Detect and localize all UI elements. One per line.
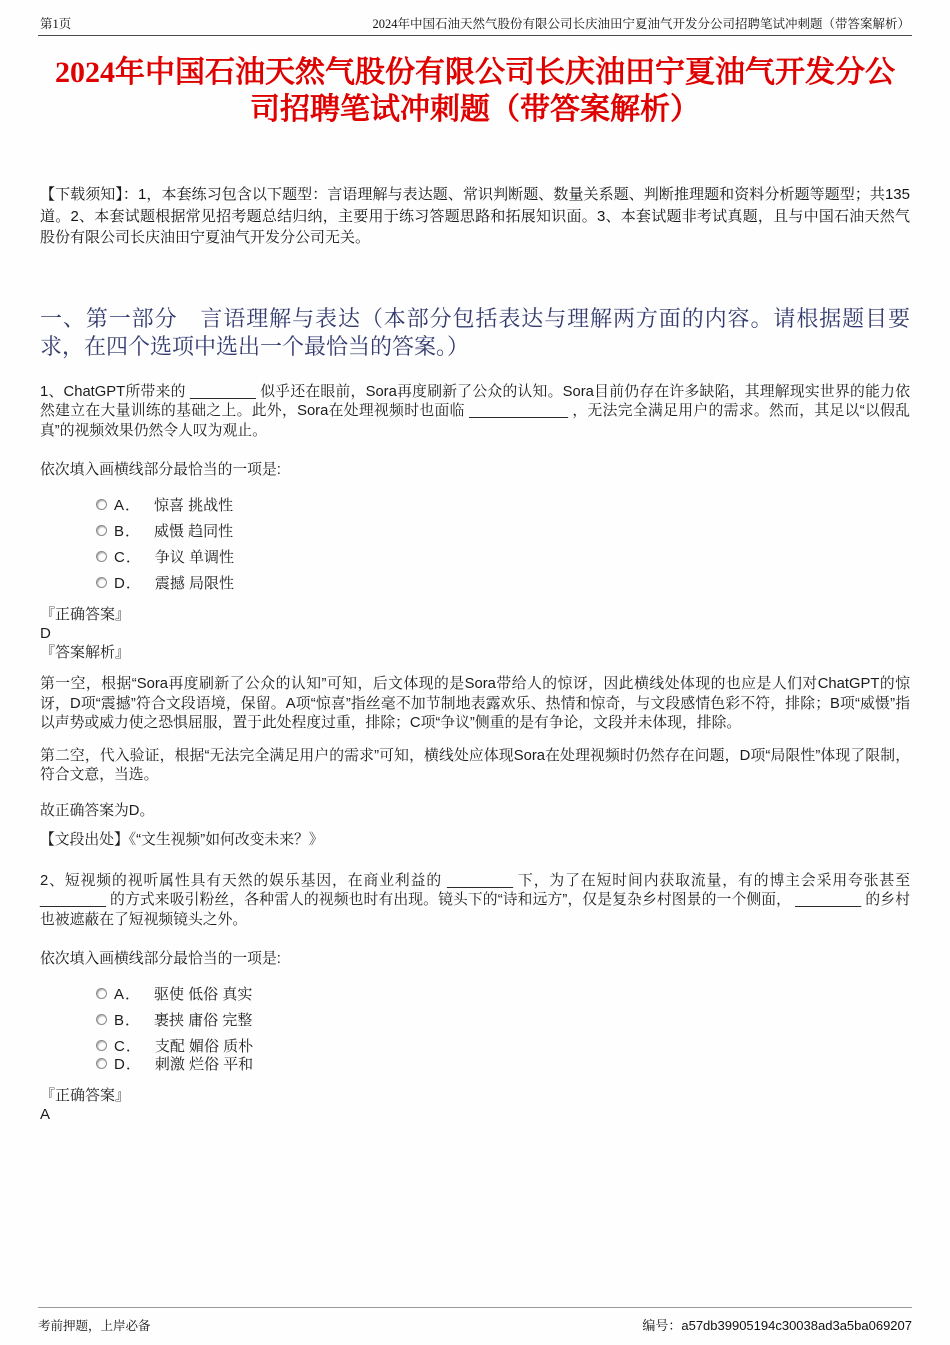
answer-analysis-label: 『答案解析』 xyxy=(40,644,131,661)
header-doc-title: 2024年中国石油天然气股份有限公司长庆油田宁夏油气开发分公司招聘笔试冲刺题（带答案解析） xyxy=(372,17,910,31)
correct-answer-label: 『正确答案』 xyxy=(40,606,131,623)
question-stem: 2、短视频的视听属性具有天然的娱乐基因，在商业利益的 ________ 下，为了在短时间内获取流量，有的博主会采用夸张甚至 ________ 的方式来吸引粉丝，各种雷人的视频也时有出现。镜头下的“诗和远方”，仅是复杂乡村图景的一个侧面， ________ 的乡村也被遮蔽在了短视频镜头之外。 xyxy=(40,872,910,928)
option-row-b[interactable] xyxy=(96,522,910,539)
radio-button-icon[interactable] xyxy=(96,499,107,510)
radio-button-icon[interactable] xyxy=(96,988,107,999)
correct-answer-label: 『正确答案』 xyxy=(40,1087,131,1104)
correct-answer-value: A xyxy=(40,1106,51,1123)
footer-serial-number: 编号：a57db39905194c30038ad3a5ba069207 xyxy=(642,1318,912,1333)
option-list xyxy=(40,496,910,591)
option-label: B． xyxy=(114,523,142,540)
option-row-a[interactable] xyxy=(96,496,910,513)
option-text: 支配 媚俗 质朴 xyxy=(154,1038,254,1055)
option-row-c[interactable] xyxy=(96,548,910,565)
option-row-d[interactable] xyxy=(96,574,910,591)
option-row-a[interactable] xyxy=(96,985,910,1002)
option-label: B． xyxy=(114,1012,142,1029)
download-notice: 【下载须知】：1，本套练习包含以下题型：言语理解与表达题、常识判断题、数量关系题、判断推理题和资料分析题等题型；共135道。2、本套试题根据常见招考题总结归纳，主要用于练习答题思路和拓展知识面。3、本套试题非考试真题，且与中国石油天然气股份有限公司长庆油田宁夏油气开发分公司无关。 xyxy=(40,186,910,246)
option-text: 裹挟 庸俗 完整 xyxy=(154,1012,253,1029)
question-1 xyxy=(40,383,910,850)
option-list xyxy=(40,985,910,1072)
option-text: 惊喜 挑战性 xyxy=(154,497,234,514)
document-header xyxy=(38,0,912,36)
option-text: 刺激 烂俗 平和 xyxy=(154,1056,254,1073)
radio-button-icon[interactable] xyxy=(96,1058,107,1069)
fill-blank-prompt: 依次填入画横线部分最恰当的一项是: xyxy=(40,462,281,478)
option-row-c[interactable] xyxy=(96,1037,910,1054)
option-label: C． xyxy=(114,1038,142,1055)
radio-button-icon[interactable] xyxy=(96,525,107,536)
page-title: 2024年中国石油天然气股份有限公司长庆油田宁夏油气开发分公司招聘笔试冲刺题（带答案解析） xyxy=(55,56,895,126)
radio-button-icon[interactable] xyxy=(96,577,107,588)
analysis-conclusion: 故正确答案为D。 xyxy=(40,802,155,819)
passage-source: 【文段出处】《“文生视频”如何改变未来？》 xyxy=(40,831,324,848)
option-text: 震撼 局限性 xyxy=(154,575,235,592)
footer-slogan: 考前押题，上岸必备 xyxy=(38,1319,151,1333)
option-label: A． xyxy=(114,986,142,1003)
question-2 xyxy=(40,872,910,1125)
fill-blank-prompt: 依次填入画横线部分最恰当的一项是: xyxy=(40,951,281,967)
option-row-b[interactable] xyxy=(96,1011,910,1028)
analysis-paragraph-2: 第二空，代入验证，根据“无法完全满足用户的需求”可知，横线处应体现Sora在处理视频时仍然存在问题，D项“局限性”体现了限制，符合文意，当选。 xyxy=(40,747,910,783)
option-label: A． xyxy=(114,497,142,514)
analysis-paragraph-1: 第一空，根据“Sora再度刷新了公众的认知”可知，后文体现的是Sora带给人的惊讶，因此横线处体现的也应是人们对ChatGPT的惊讶，D项“震撼”符合文段语境，保留。A项“惊喜”指丝毫不加节制地表露欢乐、热情和惊奇，与文段感情色彩不符，排除；B项“威慑”指以声势或威力使之恐惧屈服，置于此处程度过重，排除；C项“争议”侧重的是有争论，文段并未体现，排除。 xyxy=(40,676,910,731)
document-body xyxy=(40,184,910,1124)
page-number: 第1页 xyxy=(40,17,72,31)
radio-button-icon[interactable] xyxy=(96,551,107,562)
option-text: 驱使 低俗 真实 xyxy=(154,986,253,1003)
section-heading: 一、第一部分 言语理解与表达（本部分包括表达与理解两方面的内容。请根据题目要求，在四个选项中选出一个最恰当的答案。） xyxy=(40,305,910,359)
option-text: 威慑 趋同性 xyxy=(154,523,234,540)
option-text: 争议 单调性 xyxy=(154,549,235,566)
question-stem: 1、ChatGPT所带来的 ________ 似乎还在眼前，Sora再度刷新了公众的认知。Sora目前仍存在许多缺陷，其理解现实世界的能力依然建立在大量训练的基础之上。此外，Sora在处理视频时也面临 ____________ ，无法完全满足用户的需求。然而，其足以“以假乱真”的视频效果仍然令人叹为观止。 xyxy=(40,383,910,439)
radio-button-icon[interactable] xyxy=(96,1040,107,1051)
correct-answer-value: D xyxy=(40,625,51,642)
option-label: D． xyxy=(114,575,142,592)
option-label: C． xyxy=(114,549,142,566)
option-row-d[interactable] xyxy=(96,1055,910,1072)
radio-button-icon[interactable] xyxy=(96,1014,107,1025)
option-label: D． xyxy=(114,1056,142,1073)
document-footer xyxy=(38,1307,912,1334)
